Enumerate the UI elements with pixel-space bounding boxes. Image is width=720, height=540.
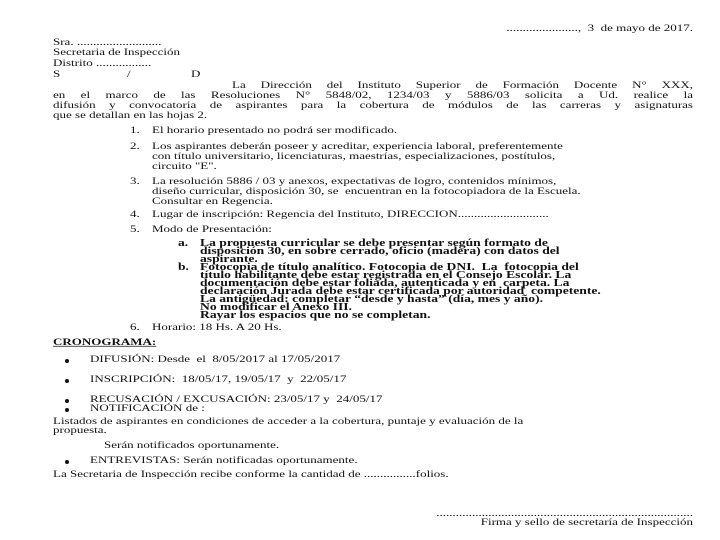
item-text: Horario: 18 Hs. A 20 Hs. [152,321,282,333]
item-number: 4. [130,208,140,220]
listados-text: Listados de aspirantes en condiciones de acceder a la cobertura, puntaje y evaluación de la [53,415,524,427]
subitem-text: Fotocopia de título analítico. Fotocopia de DNI. La fotocopia del [200,261,579,273]
listados-text: propuesta. [53,424,107,436]
receipt-text: La Secretaria de Inspección recibe conforme la cantidad de ................folios. [53,468,449,480]
office: Secretaria de Inspección [53,46,181,58]
subitem-text: aspirante. [200,253,258,265]
subitem-text: título habilitante debe estar registrada en el Consejo Escolar. La [200,269,572,281]
intro-line: en el marco de las Resoluciones N° 5848/02, 1234/03 y 5886/03 solicita a Ud. realice la [53,89,693,101]
bullet-icon [65,399,69,403]
cronograma-item: INSCRIPCIÓN: 18/05/17, 19/05/17 y 22/05/17 [90,373,347,385]
subitem-letter: b. [178,261,189,273]
intro-line: que se detallan en las hojas 2. [53,109,208,121]
subitem-text: No modificar el Anexo III. [200,301,352,313]
item-text: Modo de Presentación: [152,223,272,235]
recipient: Sra. .......................... [53,36,162,48]
intro-line: La Dirección del Instituto Superior de Formación Docente N° XXX, [232,79,693,91]
cronograma-title: CRONOGRAMA: [53,336,157,348]
notified-text: Serán notificados oportunamente. [104,439,280,451]
item-text: Lugar de inscripción: Regencia del Instituto, DIRECCION............................ [152,208,549,220]
cronograma-item: NOTIFICACIÓN de : [90,402,205,414]
cronograma-item: DIFUSIÓN: Desde el 8/05/2017 al 17/05/2017 [90,353,341,365]
intro-line: difusión y convocatoria de aspirantes para la cobertura de módulos de las carreras y asignaturas [53,99,693,111]
subitem-text: documentación debe estar foliada, autenticada y en carpeta. La [200,277,570,289]
item-text: El horario presentado no podrá ser modificado. [152,124,398,136]
bullet-icon [65,460,69,464]
item-number: 6. [130,321,140,333]
subitem-text: La antigüedad: completar “desde y hasta” (día, mes y año). [200,293,544,305]
item-text: Consultar en Regencia. [152,195,273,207]
sd-d: D [191,68,201,80]
item-text: diseño curricular, disposición 30, se encuentran en la fotocopiadora de la Escuela. [152,185,581,197]
subitem-text: disposición 30, en sobre cerrado, oficio (madera) con datos del [200,245,560,257]
item-number: 5. [130,223,140,235]
subitem-text: declaración Jurada debe estar certificada por autoridad competente. [200,285,601,297]
item-number: 2. [130,140,140,152]
signature-line: ............................................................................... [436,508,693,518]
item-text: La resolución 5886 / 03 y anexos, expectativas de logro, contenidos mínimos, [152,175,557,187]
district: Distrito ................. [53,57,152,69]
bullet-icon [65,379,69,383]
interviews-text: ENTREVISTAS: Serán notificadas oportunamente. [90,454,358,466]
cronograma-item: RECUSACIÓN / EXCUSACIÓN: 23/05/17 y 24/05/17 [90,393,383,405]
signature-label: Firma y sello de secretaría de Inspección [480,516,693,528]
item-text: Los aspirantes deberán poseer y acreditar, experiencia laboral, preferentemente [152,140,563,152]
bullet-icon [65,359,69,363]
date-line: ......................, 3 de mayo de 2017. [506,22,693,34]
item-text: circuito "E". [152,160,217,172]
bullet-icon [65,408,69,412]
subitem-text: Rayar los espacios que no se completan. [200,309,431,321]
subitem-text: La propuesta curricular se debe presentar según formato de [200,237,548,249]
item-text: con título universitario, licenciaturas, maestrías, especializaciones, postítulos, [152,150,556,162]
item-number: 3. [130,175,140,187]
sd-s: S [53,68,61,80]
sd-slash: / [127,68,131,80]
subitem-letter: a. [178,237,189,249]
item-number: 1. [130,124,140,136]
